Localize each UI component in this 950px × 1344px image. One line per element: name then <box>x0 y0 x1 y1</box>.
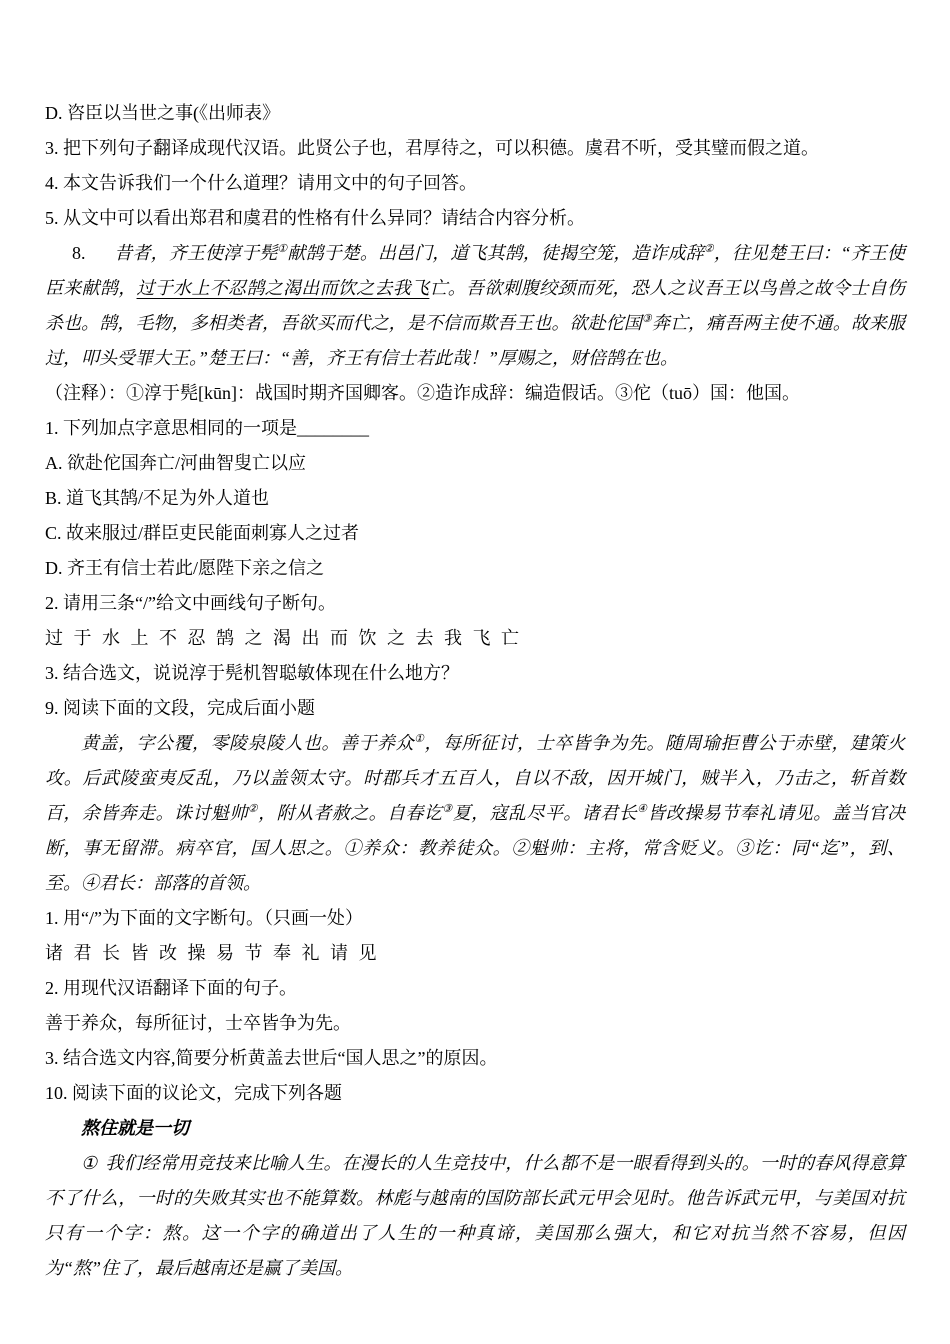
option-a: A. 欲赴佗国奔亡/河曲智叟亡以应 <box>45 453 306 473</box>
passage-8-underlined-sentence: 过于水上不忍鹄之渴出而饮之去我飞 <box>136 278 430 298</box>
passage-8-number: 8. <box>72 243 86 263</box>
question-8-3: 3. 结合选文，说说淳于髡机智聪敏体现在什么地方？ <box>45 663 459 683</box>
passage-9-text-4: 夏，寇乱尽平。诸君长 <box>452 803 638 823</box>
passage-8-text-5: 奔亡，痛吾两主使不通。故来服过，叩头受罪大王。”楚王曰：“善，齐王有信士若此哉！”厚赐之，财倍鹄在也。 <box>45 313 905 368</box>
passage-8-text-4: 亡。吾欲刺腹绞颈而死，恐人之议吾王以鸟兽之故令士自伤杀也。鹄，毛物，多相类者，吾欲买而代之，是不信而欺吾王也。欲赴佗国 <box>45 278 906 333</box>
question-8-2: 2. 请用三条“/”给文中画线句子断句。 <box>45 593 336 613</box>
sentence-to-punctuate-8: 过 于 水 上 不 忍 鹄 之 渴 出 而 饮 之 去 我 飞 亡 <box>45 628 522 648</box>
section-9-header: 9. 阅读下面的文段，完成后面小题 <box>45 698 315 718</box>
question-8-1-label: 1. 下列加点字意思相同的一项是 <box>45 418 297 438</box>
question-8-1 <box>45 411 905 446</box>
question-9-1: 1. 用“/”为下面的文字断句。（只画一处） <box>45 908 363 928</box>
sentence-to-punctuate-9: 诸 君 长 皆 改 操 易 节 奉 礼 请 见 <box>45 943 380 963</box>
question-5-compare: 5. 从文中可以看出郑君和虞君的性格有什么异同？请结合内容分析。 <box>45 208 585 228</box>
option-c: C. 故来服过/群臣吏民能面刺寡人之过者 <box>45 523 360 543</box>
passage-9-text-3: ，附从者赦之。自春讫 <box>258 803 443 823</box>
exam-page <box>45 96 905 1286</box>
passage-8 <box>45 236 905 376</box>
question-9-3: 3. 结合选文内容,简要分析黄盖去世后“国人思之”的原因。 <box>45 1048 498 1068</box>
passage-9 <box>45 726 905 901</box>
footnote-marker-1: ① <box>277 243 288 255</box>
section-10-header: 10. 阅读下面的议论文，完成下列各题 <box>45 1083 342 1103</box>
passage-8-notes: （注释）：①淳于髡[kūn]：战国时期齐国卿客。②造诈成辞：编造假话。③佗（tuō）国：他国。 <box>45 383 800 403</box>
footnote-marker-1: ① <box>414 733 425 745</box>
question-9-2: 2. 用现代汉语翻译下面的句子。 <box>45 978 297 998</box>
essay-paragraph-1 <box>45 1146 905 1286</box>
passage-8-text-2: 献鹄于楚。出邑门，道飞其鹄，徒揭空笼，造诈成辞 <box>287 243 704 263</box>
footnote-marker-4: ④ <box>637 803 648 815</box>
footnote-marker-2: ② <box>703 243 714 255</box>
essay-paragraph-1-marker: ① <box>81 1153 98 1173</box>
option-d-previous: D. 咨臣以当世之事(《出师表》 <box>45 103 280 123</box>
question-4-lesson: 4. 本文告诉我们一个什么道理？请用文中的句子回答。 <box>45 173 477 193</box>
essay-title: 熬住就是一切 <box>81 1118 189 1138</box>
answer-blank: ________ <box>297 418 369 438</box>
question-3-translate: 3. 把下列句子翻译成现代汉语。此贤公子也，君厚待之，可以积德。虞君不听，受其璧而假之道。 <box>45 138 819 158</box>
question-9-2-sentence: 善于养众，每所征讨，士卒皆争为先。 <box>45 1013 351 1033</box>
footnote-marker-3: ③ <box>442 803 453 815</box>
passage-9-text-1: 黄盖，字公覆，零陵泉陵人也。善于养众 <box>81 733 415 753</box>
passage-8-text-1: 昔者，齐王使淳于髡 <box>114 243 278 263</box>
essay-paragraph-1-text: 我们经常用竞技来比喻人生。在漫长的人生竞技中，什么都不是一眼看得到头的。一时的春风得意算不了什么，一时的失败其实也不能算数。林彪与越南的国防部长武元甲会见时。他告诉武元甲，与美国对抗只有一个字：熬。这一个字的确道出了人生的一种真谛，美国那么强大，和它对抗当然不容易，但因为“熬”住了，最后越南还是赢了美国。 <box>45 1153 906 1278</box>
option-d: D. 齐王有信士若此/愿陛下亲之信之 <box>45 558 324 578</box>
passage-9-text-5: 皆改操易节奉礼请见。盖当官决断，事无留滞。病卒官，国人思之。①养众：教养徒众。②魁帅：主将，常含贬义。③讫：同“迄”，到、至。④君长：部落的首领。 <box>45 803 905 893</box>
footnote-marker-2: ② <box>247 803 259 815</box>
footnote-marker-3: ③ <box>641 313 652 325</box>
passage-8-text-3: ，往见楚王曰：“齐王使臣来献鹄， <box>45 243 906 298</box>
option-b: B. 道飞其鹄/不足为外人道也 <box>45 488 270 508</box>
passage-9-text-2: ，每所征讨，士卒皆争为先。随周瑜拒曹公于赤壁，建策火攻。后武陵蛮夷反乱，乃以盖领太守。时郡兵才五百人，自以不敌，因开城门，贼半入，乃击之，斩首数百，余皆奔走。诛讨魁帅 <box>45 733 906 823</box>
